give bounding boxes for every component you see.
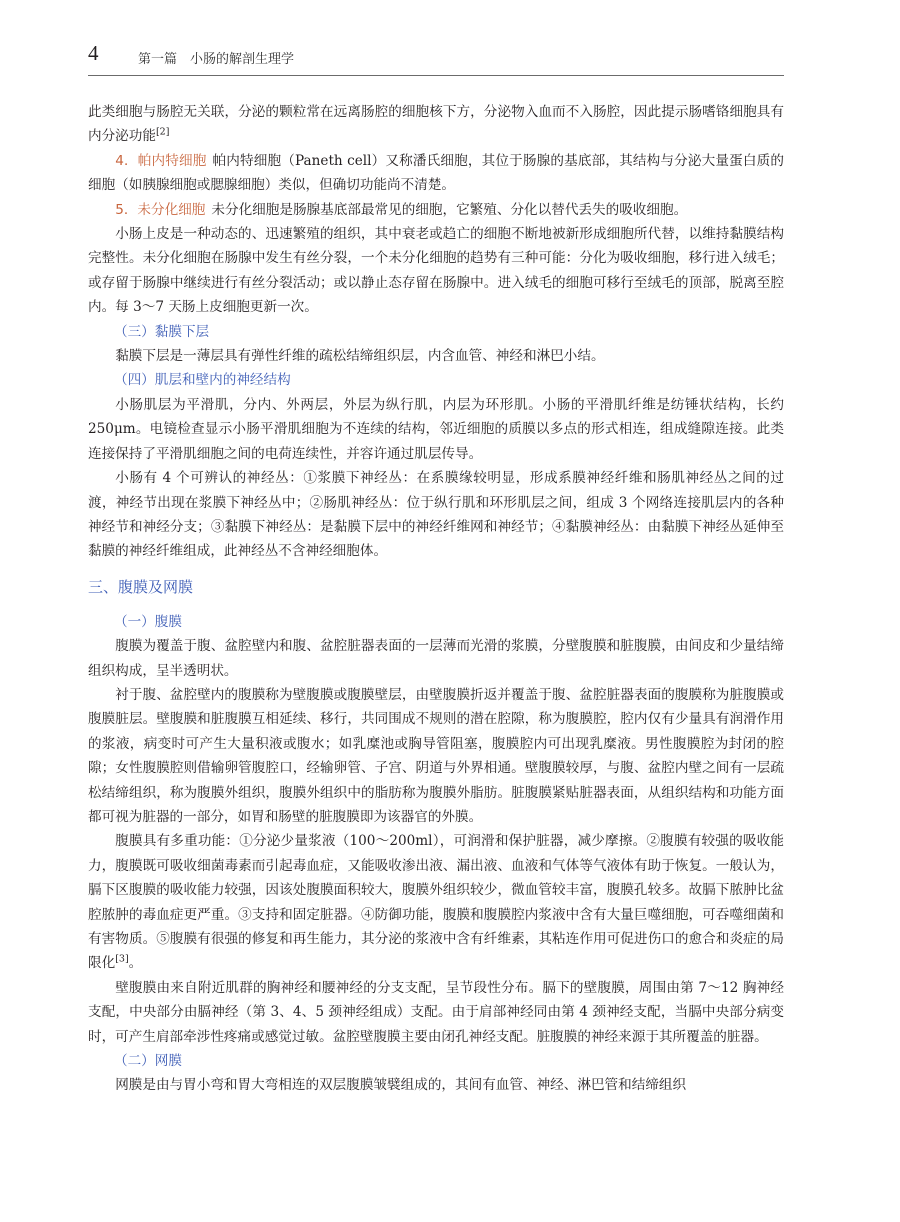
paragraph-submucosa: 黏膜下层是一薄层具有弹性纤维的疏松结缔组织层，内含血管、神经和淋巴小结。 xyxy=(115,348,605,365)
paragraph-text: 帕内特细胞（Paneth cell）又称潘氏细胞，其位于肠腺的基底部，其结构与分泌大量蛋白质的细胞（如胰腺细胞或腮腺细胞）类似，但确切功能尚不清楚。 xyxy=(88,152,784,194)
paragraph-text: 未分化细胞是肠腺基底部最常见的细胞，它繁殖、分化以替代丢失的吸收细胞。 xyxy=(211,201,688,218)
paragraph-omentum: 网膜是由与胃小弯和胃大弯相连的双层腹膜皱襞组成的，其间有血管、神经、淋巴管和结缔组织 xyxy=(115,1077,687,1094)
paragraph-intro xyxy=(88,100,784,149)
citation-marker: [3] xyxy=(115,953,129,965)
subheading-muscular-layer: （四）肌层和壁内的神经结构 xyxy=(114,372,291,389)
paragraph-undifferentiated-cell xyxy=(88,198,784,222)
subheading-omentum: （二）网膜 xyxy=(114,1053,182,1070)
citation-marker: [2] xyxy=(155,126,170,138)
paragraph-epithelium: 小肠上皮是一种动态的、迅速繁殖的组织，其中衰老或趋亡的细胞不断地被新形成细胞所代替，以维持黏膜结构完整性。未分化细胞在肠腺中发生有丝分裂，一个未分化细胞的趋势有三种可能：分化为吸收细胞，移行进入绒毛；或存留于肠腺中继续进行有丝分裂活动；或以静止态存留在肠腺中。进入绒毛的细胞可移行至绒毛的顶部，脱离至腔内。每 3～7 天肠上皮细胞更新一次。 xyxy=(88,226,784,316)
paragraph-peritoneum-definition: 腹膜为覆盖于腹、盆腔壁内和腹、盆腔脏器表面的一层薄而光滑的浆膜，分壁腹膜和脏腹膜，由间皮和少量结缔组织构成，呈半透明状。 xyxy=(88,638,784,679)
running-title: 第一篇 小肠的解剖生理学 xyxy=(138,52,295,67)
page-number: 4 xyxy=(88,41,99,65)
paragraph-peritoneum-layers: 衬于腹、盆腔壁内的腹膜称为壁腹膜或腹膜壁层，由壁腹膜折返并覆盖于腹、盆腔脏器表面的腹膜称为脏腹膜或腹膜脏层。壁腹膜和脏腹膜互相延续、移行，共同围成不规则的潜在腔隙，称为腹膜腔，腔内仅有少量具有润滑作用的浆液，病变时可产生大量积液或腹水；如乳糜池或胸导管阻塞，腹膜腔内可出现乳糜液。男性腹膜腔为封闭的腔隙；女性腹膜腔则借输卵管腹腔口，经输卵管、子宫、阴道与外界相通。壁腹膜较厚，与腹、盆腔内壁之间有一层疏松结缔组织，称为腹膜外组织，腹膜外组织中的脂肪称为腹膜外脂肪。脏腹膜紧贴脏器表面，从组织结构和功能方面都可视为脏器的一部分，如胃和肠壁的脏腹膜即为该器官的外膜。 xyxy=(88,686,784,825)
paragraph-muscular-layer: 小肠肌层为平滑肌，分内、外两层，外层为纵行肌，内层为环形肌。小肠的平滑肌纤维是纺锤状结构，长约 250μm。电镜检查显示小肠平滑肌细胞为不连续的结构，邻近细胞的质膜以多点的形式相连，组成缝隙连接。此类连接保持了平滑肌细胞之间的电荷连续性，并容许通过肌层传导。 xyxy=(88,396,784,462)
subheading-submucosa: （三）黏膜下层 xyxy=(114,323,210,340)
run-in-label-undifferentiated: 5．未分化细胞 xyxy=(115,201,206,218)
paragraph-peritoneum-functions: 腹膜具有多重功能：①分泌少量浆液（100～200ml），可润滑和保护脏器，减少摩擦。②腹膜有较强的吸收能力，腹膜既可吸收细菌毒素而引起毒血症，又能吸收渗出液、漏出液、血液和气体等气液体有助于恢复。一般认为，膈下区腹膜的吸收能力较强，因该处腹膜面积较大，腹膜外组织较少，微血管较丰富，腹膜孔较多。故膈下脓肿比盆腔脓肿的毒血症更严重。③支持和固定脏器。④防御功能，腹膜和腹膜腔内浆液中含有大量巨噬细胞，可吞噬细菌和有害物质。⑤腹膜有很强的修复和再生能力，其分泌的浆液中含有纤维素，其粘连作用可促进伤口的愈合和炎症的局限化[3]。 xyxy=(88,833,784,972)
paragraph-peritoneum-innervation: 壁腹膜由来自附近肌群的胸神经和腰神经的分支支配，呈节段性分布。膈下的壁腹膜，周围由第 7～12 胸神经支配，中央部分由膈神经（第 3、4、5 颈神经组成）支配。由于肩部神经同由第 4 颈神经支配，当膈中央部分病变时，可产生肩部牵涉性疼痛或感觉过敏。盆腔壁腹膜主要由闭孔神经支配。脏腹膜的神经来源于其所覆盖的脏器。 xyxy=(88,979,784,1045)
paragraph-paneth-cell xyxy=(88,149,784,198)
subheading-peritoneum: （一）腹膜 xyxy=(114,613,182,630)
paragraph-text: 此类细胞与肠腔无关联，分泌的颗粒常在远离肠腔的细胞核下方，分泌物入血而不入肠腔，因此提示肠嗜铬细胞具有内分泌功能 xyxy=(88,104,784,145)
run-in-label-paneth: 4．帕内特细胞 xyxy=(115,152,207,169)
paragraph-nerve-plexus: 小肠有 4 个可辨认的神经丛：①浆膜下神经丛：在系膜缘较明显，形成系膜神经纤维和肠肌神经丛之间的过渡，神经节出现在浆膜下神经丛中；②肠肌神经丛：位于纵行肌和环形肌层之间，组成 3 个网络连接肌层内的各种神经节和神经分支；③黏膜下神经丛：是黏膜下层中的神经纤维网和神经节；④黏膜神经丛：由黏膜下神经丛延伸至黏膜的神经纤维组成，此神经丛不含神经细胞体。 xyxy=(88,470,784,560)
paragraph-text: 腹膜具有多重功能：①分泌少量浆液（100～200ml），可润滑和保护脏器，减少摩擦。②腹膜有较强的吸收能力，腹膜既可吸收细菌毒素而引起毒血症，又能吸收渗出液、漏出液、血液和气体等气液体有助于恢复。一般认为，膈下区腹膜的吸收能力较强，因该处腹膜面积较大，腹膜外组织较少，微血管较丰富，腹膜孔较多。故膈下脓肿比盆腔脓肿的毒血症更严重。③支持和固定脏器。④防御功能，腹膜和腹膜腔内浆液中含有大量巨噬细胞，可吞噬细菌和有害物质。⑤腹膜有很强的修复和再生能力，其分泌的浆液中含有纤维素，其粘连作用可促进伤口的愈合和炎症的局限化 xyxy=(88,833,784,972)
page-body xyxy=(88,100,784,1098)
section-heading-peritoneum-omentum: 三、腹膜及网膜 xyxy=(88,577,194,596)
header-rule xyxy=(88,75,784,76)
